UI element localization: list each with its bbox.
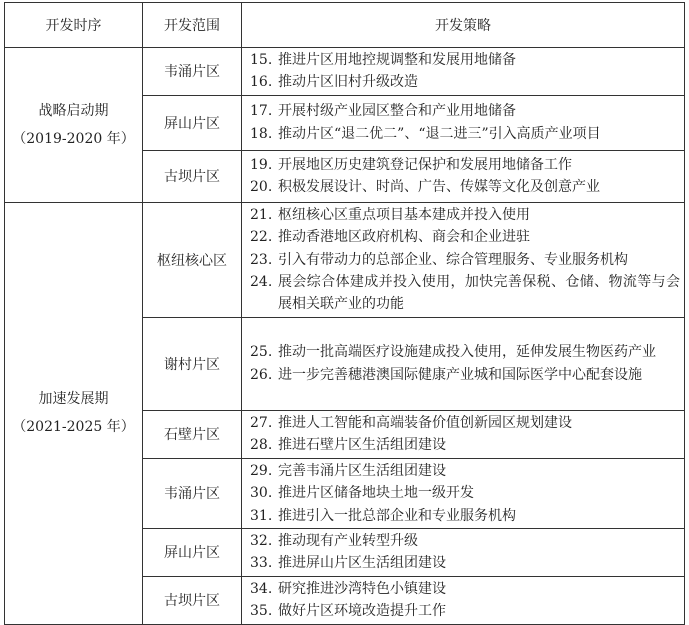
strategy-item-text: 推进片区储备地块土地一级开发 [278, 485, 474, 502]
strategy-item-number: 32. [250, 533, 273, 550]
strategy-item-text: 开展村级产业园区整合和产业用地储备 [278, 103, 516, 120]
strategy-item-number: 23. [250, 251, 273, 268]
scope-cell: 石壁片区 [143, 410, 242, 458]
strategy-item-number: 30. [250, 485, 273, 502]
strategy-item-number: 26. [250, 366, 273, 383]
strategy-item [250, 552, 680, 574]
strategy-item-text: 推动片区“退二优二”、“退二进三”引入高质产业项目 [278, 125, 601, 142]
strategy-item [250, 341, 680, 363]
strategy-item-number: 25. [250, 344, 273, 361]
strategy-item-text: 开展地区历史建筑登记保护和发展用地储备工作 [278, 156, 572, 173]
strategy-item [250, 154, 680, 176]
strategy-item [250, 176, 680, 198]
strategy-item-text: 完善韦涌片区生活组团建设 [278, 462, 446, 479]
strategy-item-number: 35. [250, 603, 273, 620]
strategy-cell [242, 458, 685, 528]
strategy-item [250, 123, 680, 145]
strategy-item-number: 17. [250, 103, 273, 120]
strategy-item-number: 21. [250, 206, 273, 223]
strategy-item-number: 28. [250, 437, 273, 454]
scope-cell: 屏山片区 [143, 529, 242, 577]
strategy-item-text: 做好片区环境改造提升工作 [278, 603, 446, 620]
strategy-item-number: 34. [250, 580, 273, 597]
strategy-item [250, 505, 680, 527]
strategy-item-number: 31. [250, 507, 273, 524]
header-strategy: 开发策略 [242, 3, 685, 48]
strategy-item-number: 16. [250, 74, 273, 91]
strategy-item [250, 100, 680, 122]
strategy-item-text: 研究推进沙湾特色小镇建设 [278, 580, 446, 597]
phase-years: （2019-2020 年） [12, 130, 135, 147]
strategy-item-number: 33. [250, 555, 273, 572]
strategy-item [250, 71, 680, 93]
phase-name: 加速发展期 [38, 391, 109, 408]
strategy-cell [242, 529, 685, 577]
strategy-item-text: 展会综合体建成并投入使用，加快完善保税、仓储、物流等与会展相关联产业的功能 [278, 274, 680, 313]
strategy-item-text: 进一步完善穗港澳国际健康产业城和国际医学中心配套设施 [278, 366, 642, 383]
strategy-item-text: 推进人工智能和高端装备价值创新园区规划建设 [278, 414, 572, 431]
strategy-item-text: 推动片区旧村升级改造 [278, 74, 418, 91]
strategy-item-text: 推动现有产业转型升级 [278, 533, 418, 550]
table-row [5, 202, 685, 317]
strategy-item-text: 推进片区用地控规调整和发展用地储备 [278, 52, 516, 68]
phase-cell [5, 202, 143, 624]
strategy-item [250, 249, 680, 271]
strategy-item-text: 推动香港地区政府机构、商会和企业进驻 [278, 229, 530, 246]
strategy-item [250, 578, 680, 600]
scope-cell: 韦涌片区 [143, 48, 242, 96]
strategy-item [250, 600, 680, 622]
scope-cell: 韦涌片区 [143, 458, 242, 528]
strategy-cell [242, 202, 685, 317]
strategy-item [250, 460, 680, 482]
scope-cell: 谢村片区 [143, 317, 242, 410]
strategy-item-number: 15. [250, 52, 273, 68]
strategy-item-text: 推动一批高端医疗设施建成投入使用，延伸发展生物医药产业 [278, 344, 656, 361]
strategy-item-text: 积极发展设计、时尚、广告、传媒等文化及创意产业 [278, 179, 600, 196]
table-body [5, 48, 685, 625]
strategy-item [250, 226, 680, 248]
strategy-item-text: 推进石壁片区生活组团建设 [278, 437, 446, 454]
strategy-item-number: 29. [250, 462, 273, 479]
scope-cell: 屏山片区 [143, 95, 242, 150]
strategy-item-text: 推进引入一批总部企业和专业服务机构 [278, 507, 516, 524]
strategy-item [250, 204, 680, 226]
strategy-item [250, 434, 680, 456]
strategy-cell [242, 48, 685, 96]
scope-cell: 古坝片区 [143, 150, 242, 202]
strategy-item [250, 271, 680, 316]
strategy-item-text: 推进屏山片区生活组团建设 [278, 555, 446, 572]
strategy-cell [242, 317, 685, 410]
phase-cell [5, 48, 143, 203]
strategy-cell [242, 95, 685, 150]
phase-years: （2021-2025 年） [12, 419, 135, 436]
header-phase: 开发时序 [5, 3, 143, 48]
strategy-item [250, 412, 680, 434]
phase-name: 战略启动期 [38, 102, 109, 119]
strategy-cell [242, 410, 685, 458]
strategy-item-number: 18. [250, 125, 273, 142]
strategy-cell [242, 150, 685, 202]
strategy-item-number: 22. [250, 229, 273, 246]
strategy-item-number: 27. [250, 414, 273, 431]
strategy-item [250, 530, 680, 552]
header-row [5, 3, 685, 48]
strategy-item [250, 482, 680, 504]
strategy-item [250, 364, 680, 386]
scope-cell: 古坝片区 [143, 576, 242, 624]
strategy-item-number: 20. [250, 179, 273, 196]
strategy-item [250, 49, 680, 71]
strategy-cell [242, 576, 685, 624]
header-scope: 开发范围 [143, 3, 242, 48]
strategy-item-text: 引入有带动力的总部企业、综合管理服务、专业服务机构 [278, 251, 628, 268]
scope-cell: 枢纽核心区 [143, 202, 242, 317]
strategy-item-number: 24. [250, 274, 273, 291]
strategy-item-text: 枢纽核心区重点项目基本建成并投入使用 [278, 206, 530, 223]
table-row [5, 48, 685, 96]
development-strategy-table [4, 2, 685, 625]
strategy-item-number: 19. [250, 156, 273, 173]
